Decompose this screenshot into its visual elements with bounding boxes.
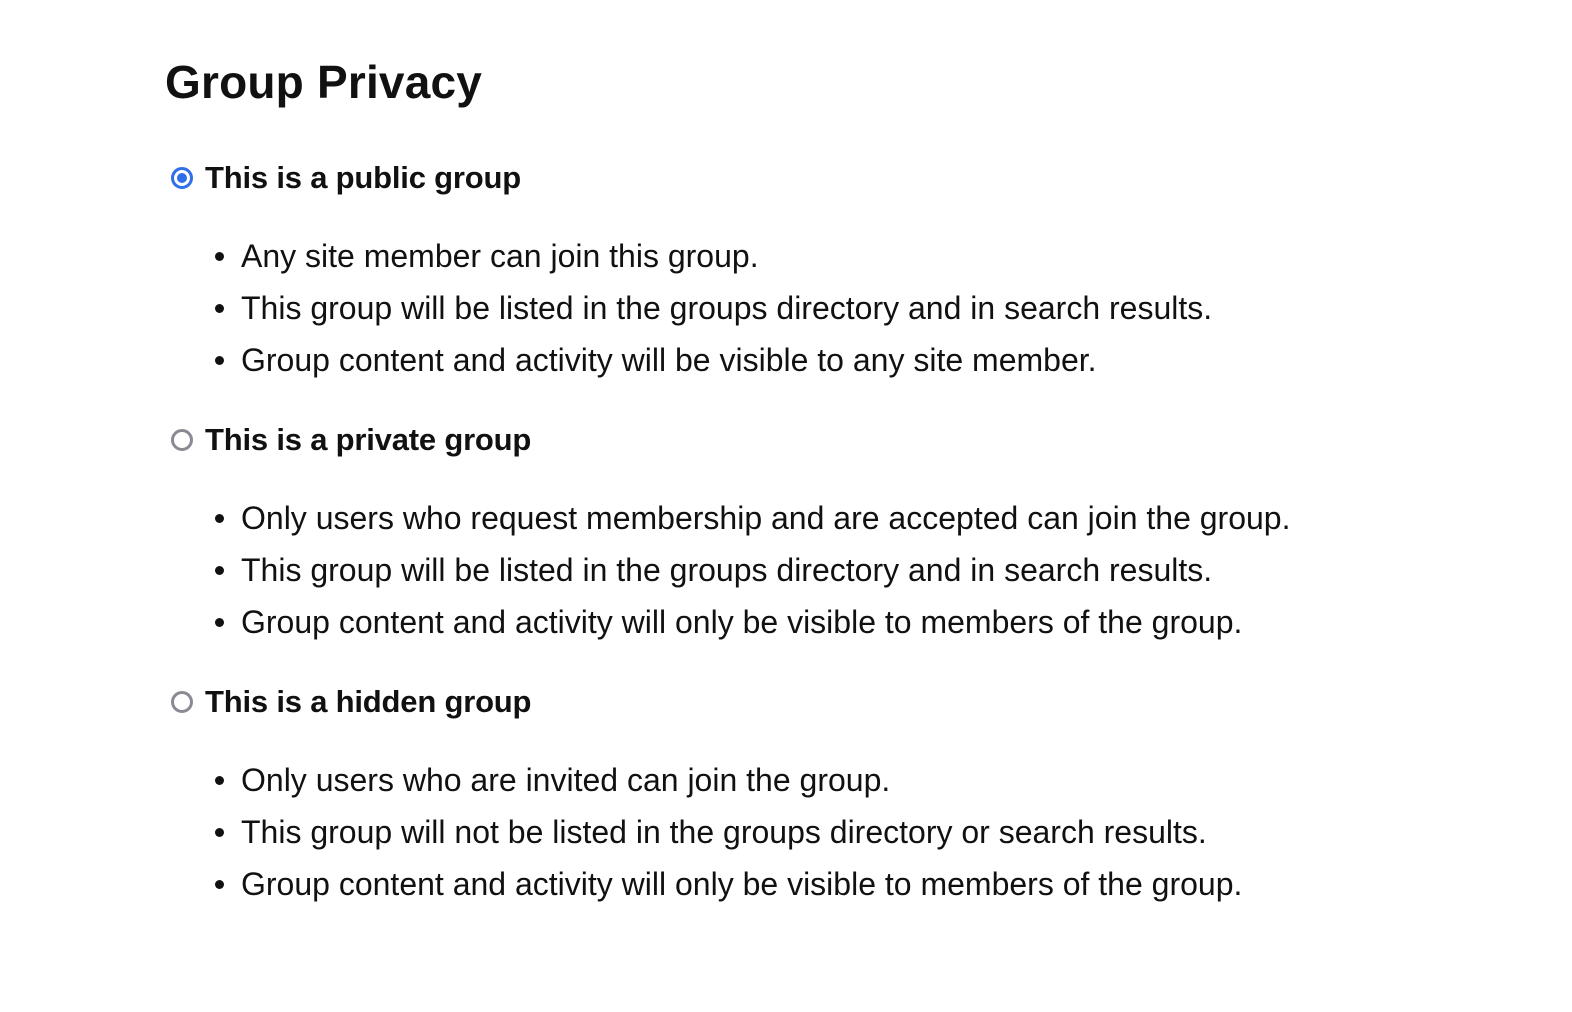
- bullet-icon: [215, 566, 224, 575]
- list-item: This group will be listed in the groups directory and in search results.: [213, 282, 1545, 334]
- bullet-icon: [215, 776, 224, 785]
- bullet-icon: [215, 252, 224, 261]
- option-label-hidden: This is a hidden group: [205, 684, 532, 719]
- public-description-list: [213, 230, 1545, 386]
- list-item: Only users who are invited can join the group.: [213, 754, 1545, 806]
- radio-unselected-icon[interactable]: [171, 691, 193, 713]
- group-privacy-section: [165, 52, 1545, 910]
- list-item: Group content and activity will only be visible to members of the group.: [213, 858, 1545, 910]
- privacy-option-public: [165, 158, 1545, 386]
- bullet-icon: [215, 618, 224, 627]
- bullet-icon: [215, 828, 224, 837]
- bullet-icon: [215, 514, 224, 523]
- radio-option-hidden[interactable]: [165, 682, 1545, 722]
- list-item: This group will not be listed in the groups directory or search results.: [213, 806, 1545, 858]
- radio-option-public[interactable]: [165, 158, 1545, 198]
- option-label-private: This is a private group: [205, 422, 532, 457]
- list-item: Only users who request membership and are accepted can join the group.: [213, 492, 1545, 544]
- list-item: Group content and activity will only be visible to members of the group.: [213, 596, 1545, 648]
- radio-selected-icon[interactable]: [171, 167, 193, 189]
- list-item: Group content and activity will be visible to any site member.: [213, 334, 1545, 386]
- hidden-description-list: [213, 754, 1545, 910]
- privacy-option-private: [165, 420, 1545, 648]
- list-item: Any site member can join this group.: [213, 230, 1545, 282]
- bullet-icon: [215, 304, 224, 313]
- radio-option-private[interactable]: [165, 420, 1545, 460]
- bullet-icon: [215, 880, 224, 889]
- radio-unselected-icon[interactable]: [171, 429, 193, 451]
- option-label-public: This is a public group: [205, 160, 521, 195]
- bullet-icon: [215, 356, 224, 365]
- page-title: Group Privacy: [165, 56, 483, 108]
- list-item: This group will be listed in the groups directory and in search results.: [213, 544, 1545, 596]
- privacy-option-hidden: [165, 682, 1545, 910]
- private-description-list: [213, 492, 1545, 648]
